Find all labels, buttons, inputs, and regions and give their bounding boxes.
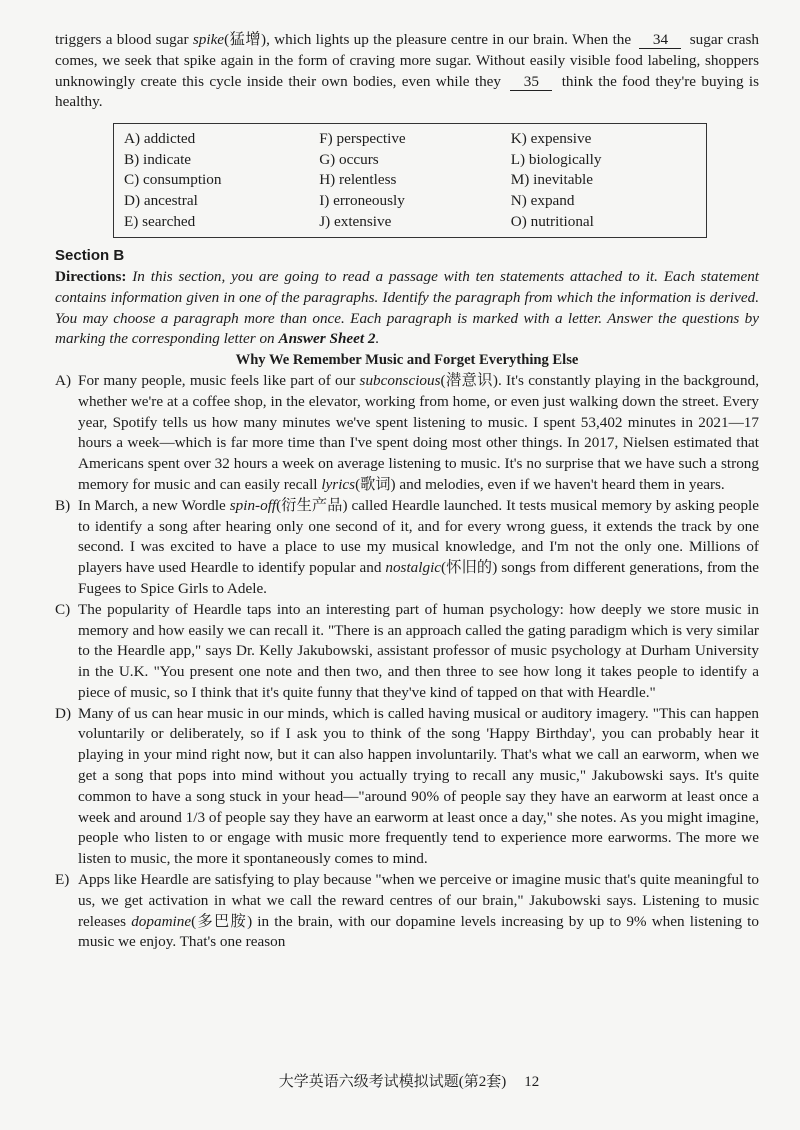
word-bank xyxy=(113,123,707,238)
text-run: triggers a blood sugar xyxy=(55,31,193,48)
word-option[interactable]: M) inevitable xyxy=(510,171,594,189)
text-run: (猛增), which lights up the pleasure centre in our brain. When the xyxy=(224,31,632,48)
cloze-passage-end xyxy=(55,30,759,113)
text-run: (歌词) and melodies, even if we haven't heard them in years. xyxy=(355,475,725,493)
paragraph-letter: D) xyxy=(55,704,72,722)
italic-term: lyrics xyxy=(321,475,356,493)
page-content xyxy=(55,30,759,953)
blank-34[interactable]: 34 xyxy=(639,31,681,49)
text-run: Apps like Heardle are satisfying to play because "when we perceive or imagine music that's quite meaningful to us, we get activation in what we call the reward centres of our brain," Jakubowski says. Listening to music releases xyxy=(78,871,759,930)
blank-35[interactable]: 35 xyxy=(510,73,552,91)
paragraph-letter: A) xyxy=(55,371,72,389)
word-option[interactable]: B) indicate xyxy=(124,150,192,168)
directions xyxy=(55,267,759,350)
word-bank-row xyxy=(124,129,706,150)
text-run: . xyxy=(375,330,380,348)
text-run: (潜意识). It's constantly playing in the background, whether we're at a coffee shop, in the elevator, working from home, or even just walking down the street. Every year, Spotify tells us how many minutes we've spent listening to music. I spent 53,402 minutes in 2021—17 hours a week—which is far more time than I've spent doing most other things. In 2017, Nielsen estimated that Americans spent over 32 hours a week on average listening to music. It's no surprise that we have such a strong memory for music and can easily recall xyxy=(78,371,759,493)
section-title: Section B xyxy=(55,247,125,265)
word-bank-row xyxy=(124,191,706,212)
answer-sheet-label: Answer Sheet 2 xyxy=(278,330,376,348)
paragraph-letter: B) xyxy=(55,496,71,514)
word-option[interactable]: E) searched xyxy=(124,212,196,230)
paragraph-c xyxy=(55,600,759,704)
paragraph-a xyxy=(55,371,759,496)
word-option[interactable]: G) occurs xyxy=(319,150,379,168)
paragraph-e xyxy=(55,870,759,953)
paragraph-text: The popularity of Heardle taps into an interesting part of human psychology: how deeply we store music in memory and how easily we can recall it. "There is an approach called the gating paradigm which is very similar to the Heardle app," says Dr. Kelly Jakubowski, assistant professor of music psychology at Durham University in the U.K. "You present one note and then two, and then three to see how long it takes people to identify a piece of music, so I think that it's quite funny that they've kind of tapped on that with Heardle." xyxy=(78,600,759,701)
paragraph-b xyxy=(55,496,759,600)
paragraph-letter: C) xyxy=(55,600,71,618)
text-run: (怀旧的) songs from different generations, from the Fugees to Spice Girls to Adele. xyxy=(78,559,759,597)
word-option[interactable]: O) nutritional xyxy=(510,212,594,230)
word-bank-row xyxy=(124,150,706,171)
text-run: sugar crash comes, we seek that spike again in the form of craving more sugar. Without easily visible food labeling, shoppers unknowingly create this cycle inside their own bodies, even while they xyxy=(55,31,760,90)
word-bank-row xyxy=(124,212,706,233)
word-option[interactable]: H) relentless xyxy=(319,171,397,189)
paragraph-text xyxy=(78,496,759,600)
text-run: (多巴胺) in the brain, with our dopamine levels increasing by up to 9% when listening to music we enjoy. That's one reason xyxy=(78,912,759,951)
word-option[interactable]: D) ancestral xyxy=(124,191,198,209)
paragraph-text: Many of us can hear music in our minds, which is called having musical or auditory imagery. "This can happen voluntarily or deliberately, so if I ask you to think of the song 'Happy Birthday', you can probably hear it playing in your mind right now, but it can also happen involuntarily. That's what we call an earworm, when we get a song that pops into mind without you actually trying to recall any music," Jakubowski says. It's quite common to have a song stuck in your head—"around 90% of people say they have an earworm at least once a week and around 1/3 of people say they have an earworm at least once a day," she notes. As you might imagine, people who listen to or engage with music more frequently tend to experience more earworms. The more we listen to music, the more it spontaneously comes to mind. xyxy=(78,704,759,868)
word-option[interactable]: N) expand xyxy=(510,191,575,209)
directions-text: In this section, you are going to read a passage with ten statements attached to it. Each statement contains information given in one of the paragraphs. Identify the paragraph from which the information is derived. You may choose a paragraph more than once. Each paragraph is marked with a letter. Answer the questions by marking the corresponding letter on xyxy=(55,267,760,348)
word-option[interactable]: C) consumption xyxy=(124,171,222,189)
page-number: 12 xyxy=(524,1074,540,1090)
text-run: think the food they're buying is healthy. xyxy=(55,72,759,111)
paragraph-text xyxy=(78,870,759,953)
italic-term: spike xyxy=(192,31,225,48)
word-option[interactable]: F) perspective xyxy=(319,130,406,148)
directions-label: Directions: xyxy=(55,267,127,285)
word-option[interactable]: A) addicted xyxy=(124,130,196,148)
passage xyxy=(55,371,759,953)
word-option[interactable]: J) extensive xyxy=(319,212,392,230)
paragraph-letter: E) xyxy=(55,871,70,889)
text-run: For many people, music feels like part of our xyxy=(78,371,360,389)
exam-title: 大学英语六级考试模拟试题(第2套) xyxy=(278,1074,507,1090)
page-footer xyxy=(0,1072,800,1093)
word-option[interactable]: I) erroneously xyxy=(319,191,405,209)
word-option[interactable]: L) biologically xyxy=(510,150,602,168)
text-run: (衍生产品) called Heardle launched. It tests musical memory by asking people to identify a song after hearing only one second of it, and for every wrong guess, it extends the track by one second. I was excited to have a place to use my musical knowledge, and I'm not the only one. Millions of players have used Heardle to identify popular and xyxy=(78,496,759,577)
paragraph-text xyxy=(78,371,759,496)
word-option[interactable]: K) expensive xyxy=(510,130,592,148)
text-run: In March, a new Wordle xyxy=(78,496,230,514)
paragraph-d xyxy=(55,704,759,870)
italic-term: spin-off xyxy=(229,496,277,514)
word-bank-row xyxy=(124,170,706,191)
italic-term: subconscious xyxy=(359,371,441,389)
passage-title: Why We Remember Music and Forget Everything Else xyxy=(235,352,579,369)
italic-term: dopamine xyxy=(131,912,192,930)
italic-term: nostalgic xyxy=(385,559,442,577)
